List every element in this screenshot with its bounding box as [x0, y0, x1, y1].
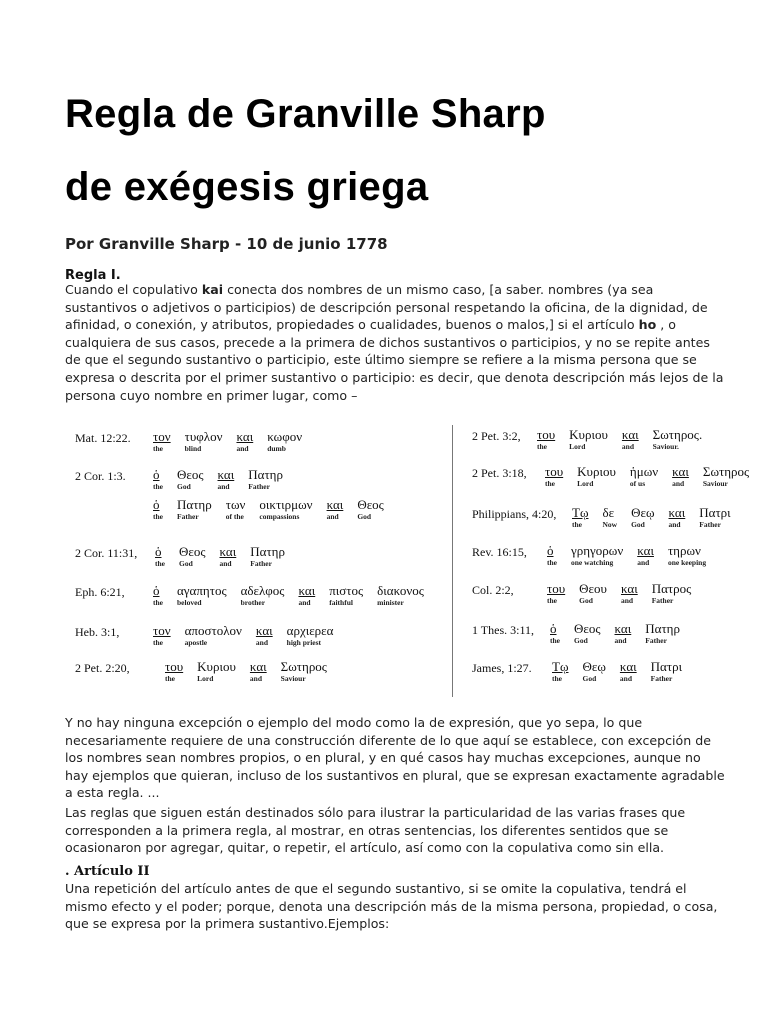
greek-text: Κυριου: [569, 427, 608, 442]
greek-text: Σωτηρος: [280, 659, 327, 674]
greek-word: [329, 584, 363, 608]
greek-text: και: [668, 505, 686, 520]
greek-text: Θεῳ: [631, 505, 655, 520]
english-gloss: and: [219, 559, 232, 568]
english-gloss: God: [179, 559, 193, 568]
english-gloss: Saviour.: [652, 442, 679, 451]
english-gloss: of the: [225, 512, 244, 521]
example-row: [472, 544, 720, 568]
greek-text: του: [545, 464, 564, 479]
greek-word: [250, 660, 267, 684]
english-gloss: God: [579, 596, 593, 605]
greek-word: [552, 660, 569, 684]
greek-text: και: [236, 429, 254, 444]
greek-word: [630, 465, 658, 489]
english-gloss: beloved: [177, 598, 202, 607]
greek-text: οικτιρμων: [259, 497, 313, 512]
greek-word: [177, 468, 204, 492]
greek-word: [165, 660, 183, 684]
example-row: [472, 582, 705, 606]
greek-text: και: [217, 467, 235, 482]
greek-text: και: [621, 427, 639, 442]
greek-text: και: [219, 544, 237, 559]
greek-word: [622, 428, 639, 452]
greek-text: του: [547, 581, 566, 596]
greek-text: δε: [602, 505, 615, 520]
greek-text: αγαπητος: [177, 583, 227, 598]
english-gloss: the: [153, 638, 163, 647]
greek-word: [645, 622, 680, 646]
greek-word: [185, 624, 242, 648]
english-gloss: the: [153, 598, 163, 607]
greek-word: [672, 465, 689, 489]
greek-word: [545, 465, 563, 489]
greek-text: ὁ: [550, 621, 557, 636]
column-divider: [452, 425, 453, 697]
example-row: [75, 660, 341, 684]
english-gloss: God: [631, 520, 645, 529]
greek-word: [620, 660, 637, 684]
greek-word: [651, 660, 682, 684]
greek-word: [631, 506, 654, 530]
english-gloss: God: [574, 636, 588, 645]
english-gloss: Saviour: [280, 674, 306, 683]
english-gloss: dumb: [267, 444, 286, 453]
greek-word: [669, 506, 686, 530]
greek-word: [577, 465, 616, 489]
english-gloss: Lord: [569, 442, 586, 451]
greek-text: και: [614, 621, 632, 636]
greek-text: Θεος: [179, 544, 206, 559]
verse-reference: Eph. 6:21,: [75, 585, 125, 599]
verse-reference: Mat. 12:22.: [75, 431, 131, 445]
english-gloss: the: [153, 482, 163, 491]
greek-text: Πατρι: [650, 659, 683, 674]
greek-text: Θεῳ: [582, 659, 606, 674]
greek-text: και: [298, 583, 316, 598]
english-gloss: minister: [377, 598, 404, 607]
english-gloss: and: [620, 596, 634, 605]
greek-text: τον: [153, 623, 171, 638]
greek-word: [153, 584, 163, 608]
example-row: [75, 430, 316, 454]
verse-reference: 2 Pet. 2:20,: [75, 661, 130, 675]
greek-text: Πατρος: [651, 581, 692, 596]
greek-text: και: [619, 659, 637, 674]
greek-text: και: [326, 497, 344, 512]
greek-text: γρηγορων: [571, 543, 624, 558]
greek-word: [571, 544, 623, 568]
greek-text: Πατηρ: [645, 621, 680, 636]
english-gloss: the: [165, 674, 175, 683]
english-gloss: Father: [177, 512, 199, 521]
greek-text: τον: [153, 429, 171, 444]
greek-text: Θεος: [574, 621, 601, 636]
english-gloss: Father: [248, 482, 270, 491]
greek-text: του: [165, 659, 184, 674]
greek-text: ὁ: [153, 583, 160, 598]
greek-text: και: [637, 543, 654, 558]
greek-word: [621, 582, 638, 606]
greek-word: [153, 430, 171, 454]
greek-word: [153, 468, 163, 492]
greek-word: [259, 498, 312, 522]
english-gloss: and: [298, 598, 311, 607]
article-2-heading: . Artículo II: [65, 864, 150, 879]
english-gloss: and: [637, 558, 650, 567]
greek-word: [236, 430, 253, 454]
greek-word: [572, 506, 589, 530]
english-gloss: and: [255, 638, 268, 647]
english-gloss: Now: [602, 520, 618, 529]
greek-text: Σωτηρος: [702, 464, 750, 479]
greek-text: αποστολον: [184, 623, 242, 638]
greek-text: Τῳ: [572, 505, 589, 520]
greek-word: [153, 624, 171, 648]
english-gloss: the: [547, 558, 557, 567]
english-gloss: compassions: [259, 512, 300, 521]
example-row: [153, 498, 398, 522]
greek-word: [703, 465, 749, 489]
greek-text: ὁ: [155, 544, 162, 559]
greek-text: Θεος: [357, 497, 384, 512]
greek-word: [267, 430, 302, 454]
english-gloss: the: [572, 520, 582, 529]
greek-text: Πατηρ: [248, 467, 283, 482]
english-gloss: Lord: [197, 674, 214, 683]
greek-word: [537, 428, 555, 452]
english-gloss: God: [177, 482, 191, 491]
greek-text: Τῳ: [552, 659, 569, 674]
english-gloss: God: [357, 512, 372, 521]
greek-word: [547, 582, 565, 606]
english-gloss: high priest: [286, 638, 322, 647]
english-gloss: blind: [184, 444, 202, 453]
greek-text: Σωτηρος.: [652, 427, 703, 442]
paragraph-exceptions: Y no hay ninguna excepción o ejemplo del modo como la de expresión, que yo sepa, lo que necesariamente requiere de una construcción diferente de lo que aquí se establece, con excepción de los nombres sean nombres propios, o en plural, y en qué casos hay muchas excepciones, aunque no hay ejemplos que quieran, incluso de los sustantivos en plural, que se expresan exactamente agradable a esta regla. ...: [65, 715, 725, 801]
greek-word: [155, 545, 165, 569]
greek-word: [603, 506, 618, 530]
greek-text: Πατρι: [699, 505, 731, 520]
example-row: [472, 465, 763, 489]
example-row: [75, 624, 347, 648]
english-gloss: Saviour: [702, 479, 728, 488]
greek-text: τηρων: [667, 543, 701, 558]
english-gloss: of us: [629, 479, 646, 488]
english-gloss: and: [672, 479, 685, 488]
example-row: [75, 545, 299, 569]
greek-word: [298, 584, 315, 608]
greek-text: κωφον: [267, 429, 303, 444]
english-gloss: and: [326, 512, 339, 521]
greek-text: και: [255, 623, 273, 638]
greek-word: [177, 584, 227, 608]
verse-reference: Philippians, 4:20,: [472, 507, 557, 521]
article-2-text: Una repetición del artículo antes de que el segundo sustantivo, si se omite la copulativa, tendrá el mismo efecto y el poder; porque, denota una descripción más de la misma persona, propiedad, o cosa, que se expresa por la primera sustantivo.Ejemplos:: [65, 881, 718, 932]
english-gloss: the: [537, 442, 547, 451]
byline: Por Granville Sharp - 10 de junio 1778: [65, 235, 388, 253]
greek-word: [357, 498, 384, 522]
greek-text: και: [249, 659, 267, 674]
verse-reference: 2 Pet. 3:2,: [472, 429, 521, 443]
greek-word: [241, 584, 285, 608]
english-gloss: Father: [651, 596, 674, 605]
example-row: [472, 660, 696, 684]
english-gloss: Father: [250, 559, 272, 568]
verse-reference: 1 Thes. 3:11,: [472, 623, 534, 637]
greek-text: Κυριου: [577, 464, 616, 479]
greek-text: διακονος: [377, 583, 424, 598]
english-gloss: the: [153, 444, 163, 453]
english-gloss: the: [550, 636, 560, 645]
greek-text: αδελφος: [240, 583, 285, 598]
english-gloss: the: [545, 479, 555, 488]
english-gloss: God: [582, 674, 597, 683]
greek-text: Κυριου: [197, 659, 236, 674]
greek-word: [579, 582, 607, 606]
greek-text: Θεος: [177, 467, 204, 482]
verse-reference: James, 1:27.: [472, 661, 532, 675]
greek-text: τυφλον: [184, 429, 223, 444]
greek-text: ὁ: [547, 543, 554, 558]
greek-word: [281, 660, 327, 684]
greek-word: [653, 428, 703, 452]
title-line-2: de exégesis griega: [65, 165, 429, 209]
greek-text: ἡμων: [629, 464, 659, 479]
greek-word: [550, 622, 560, 646]
greek-word: [377, 584, 424, 608]
english-gloss: and: [217, 482, 230, 491]
greek-text: Θεου: [579, 581, 607, 596]
english-gloss: Father: [650, 674, 673, 683]
paragraph-rules-intro: Las reglas que siguen están destinados sólo para ilustrar la particularidad de las varias frases que corresponden a la primera regla, al mostrar, en otras sentencias, los diferentes sentidos que se ocasionaron por agregar, quitar, o repetir, el artículo, así como con la copulativa como sin ella.: [65, 805, 686, 856]
verse-reference: 2 Cor. 11:31,: [75, 546, 138, 560]
greek-word: [248, 468, 283, 492]
greek-word: [699, 506, 730, 530]
english-gloss: and: [614, 636, 627, 645]
greek-text: του: [537, 427, 556, 442]
greek-text: Πατηρ: [250, 544, 285, 559]
english-gloss: Lord: [577, 479, 594, 488]
greek-word: [197, 660, 236, 684]
greek-word: [220, 545, 237, 569]
rule-1-text: Cuando el copulativo kai conecta dos nombres de un mismo caso, [a saber. nombres (ya sea sustantivos o adjetivos o participios) de descripción personal respetando la oficina, de la dignidad, de afinidad, o conexión, y atributos, propiedades o cualidades, buenos o malos,] si el artículo ho , o cualquiera de sus casos, precede a la primera de dichos sustantivos o participios, y no se repite antes de que el segundo sustantivo o participio, este último siempre se refiere a la misma persona que se expresa o descrita por el primer sustantivo o participio: es decir, que denota descripción más lejos de la persona cuyo nombre en primer lugar, como –: [65, 282, 724, 403]
greek-word: [574, 622, 601, 646]
verse-reference: Heb. 3:1,: [75, 625, 120, 639]
greek-word: [637, 544, 654, 568]
greek-word: [250, 545, 285, 569]
example-row: [75, 468, 297, 492]
greek-word: [287, 624, 334, 648]
verse-reference: 2 Cor. 1:3.: [75, 469, 126, 483]
english-gloss: the: [155, 559, 165, 568]
greek-word: [185, 430, 223, 454]
greek-text: των: [225, 497, 246, 512]
greek-word: [179, 545, 206, 569]
english-gloss: one watching: [571, 558, 614, 567]
example-row: [472, 428, 716, 452]
greek-text: και: [672, 464, 689, 479]
example-row: [472, 622, 694, 646]
english-gloss: and: [619, 674, 632, 683]
english-gloss: the: [547, 596, 557, 605]
greek-word: [226, 498, 246, 522]
greek-text: πιστος: [329, 583, 364, 598]
greek-word: [153, 498, 163, 522]
greek-word: [615, 622, 632, 646]
greek-word: [652, 582, 692, 606]
greek-word: [256, 624, 273, 648]
english-gloss: and: [236, 444, 249, 453]
title-line-1: Regla de Granville Sharp: [65, 92, 546, 136]
english-gloss: one keeping: [667, 558, 707, 567]
greek-word: [583, 660, 606, 684]
rule-1-heading: Regla I.: [65, 268, 121, 283]
greek-term: kai: [201, 282, 224, 297]
greek-word: [177, 498, 212, 522]
english-gloss: and: [621, 442, 635, 451]
greek-text: αρχιερεα: [286, 623, 334, 638]
greek-word: [569, 428, 608, 452]
english-gloss: apostle: [184, 638, 208, 647]
verse-reference: Rev. 16:15,: [472, 545, 527, 559]
greek-term: ho: [638, 317, 657, 333]
english-gloss: Father: [699, 520, 721, 529]
english-gloss: faithful: [329, 598, 353, 607]
verse-reference: 2 Pet. 3:18,: [472, 466, 527, 480]
greek-text: ὁ: [153, 497, 160, 512]
greek-text: Πατηρ: [177, 497, 212, 512]
english-gloss: Father: [645, 636, 667, 645]
english-gloss: the: [153, 512, 163, 521]
english-gloss: and: [249, 674, 263, 683]
english-gloss: brother: [240, 598, 266, 607]
verse-reference: Col. 2:2,: [472, 583, 514, 597]
english-gloss: the: [552, 674, 562, 683]
example-row: [75, 584, 438, 608]
greek-text: και: [620, 581, 638, 596]
greek-text: ὁ: [153, 467, 160, 482]
english-gloss: and: [668, 520, 681, 529]
greek-word: [668, 544, 706, 568]
example-row: [472, 506, 745, 530]
greek-word: [327, 498, 344, 522]
greek-word: [218, 468, 235, 492]
greek-word: [547, 544, 557, 568]
